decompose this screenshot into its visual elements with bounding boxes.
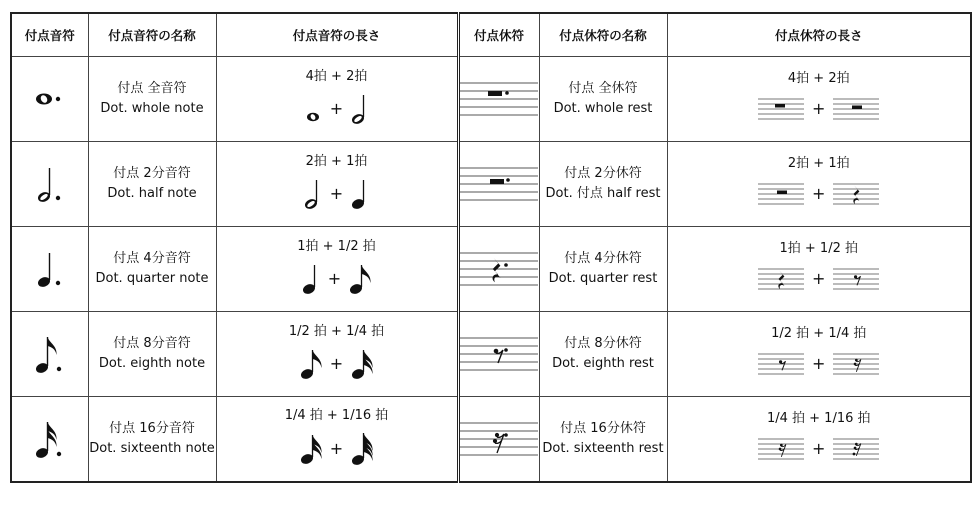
dotted-eighth-note-icon	[28, 331, 72, 377]
dotted-half-rest-length-cell	[667, 142, 971, 227]
dotted-whole-note-cell	[11, 57, 88, 142]
dotted-eighth-note-name-cell	[88, 312, 216, 397]
note-length: 4拍 + 2拍	[305, 68, 368, 84]
table-row	[11, 227, 971, 312]
dotted-sixteenth-note-icon	[28, 416, 72, 462]
eighth-note-icon	[300, 348, 322, 380]
plus-sign: +	[812, 268, 826, 288]
dotted-sixteenth-rest-icon	[460, 417, 538, 461]
dotted-quarter-rest-cell	[458, 227, 539, 312]
note-name-en: Dot. sixteenth note	[89, 441, 215, 456]
rest-name-en: Dot. eighth rest	[552, 356, 654, 371]
dotted-quarter-note-cell	[11, 227, 88, 312]
dotted-sixteenth-rest-name-cell	[539, 397, 667, 483]
sixty-fourth-note-icon	[351, 432, 373, 466]
dotted-whole-rest-cell	[458, 57, 539, 142]
plus-sign: +	[329, 98, 344, 118]
header-dotted-rest-name: 付点休符の名称	[539, 13, 667, 57]
note-combo	[302, 263, 371, 295]
whole-rest-icon	[758, 95, 804, 123]
sixteenth-rest-icon	[833, 350, 879, 378]
half-rest-icon	[758, 180, 804, 208]
table-row	[11, 57, 971, 142]
dotted-half-note-icon	[30, 162, 70, 206]
note-name-ja: 付点 4分音符	[113, 251, 191, 266]
dotted-half-note-name-cell	[88, 142, 216, 227]
rest-length: 1拍 + 1/2 拍	[779, 240, 858, 256]
plus-sign: +	[329, 439, 344, 458]
dotted-half-note-length-cell	[216, 142, 458, 227]
note-name-en: Dot. eighth note	[98, 356, 206, 371]
dotted-half-rest-name-cell	[539, 142, 667, 227]
rest-length: 1/2 拍 + 1/4 拍	[771, 325, 867, 341]
dotted-quarter-note-icon	[30, 247, 70, 291]
dotted-whole-note-icon	[30, 84, 70, 114]
note-length: 1/4 拍 + 1/16 拍	[284, 408, 389, 423]
plus-sign: +	[329, 183, 344, 203]
thirty-second-rest-icon	[833, 435, 879, 463]
plus-sign: +	[327, 268, 342, 288]
rest-length: 2拍 + 1拍	[787, 155, 850, 171]
dotted-eighth-note-cell	[11, 312, 88, 397]
quarter-note-icon	[351, 178, 369, 210]
rest-name-en: Dot. sixteenth rest	[542, 441, 664, 456]
dotted-sixteenth-rest-length-cell	[667, 397, 971, 483]
rest-length: 1/4 拍 + 1/16 拍	[766, 410, 871, 426]
table-row	[11, 312, 971, 397]
header-dotted-rest-length: 付点休符の長さ	[667, 13, 971, 57]
header-dotted-rest: 付点休符	[458, 13, 539, 57]
note-combo	[300, 432, 373, 466]
half-rest-icon	[833, 95, 879, 123]
plus-sign: +	[812, 353, 826, 373]
note-length: 1/2 拍 + 1/4 拍	[288, 323, 385, 339]
dotted-eighth-rest-length-cell	[667, 312, 971, 397]
half-note-icon	[304, 178, 322, 210]
dotted-eighth-rest-name-cell	[539, 312, 667, 397]
header-dotted-note-name: 付点音符の名称	[88, 13, 216, 57]
plus-sign: +	[812, 438, 826, 458]
rest-name-en: Dot. whole rest	[553, 101, 653, 116]
quarter-rest-icon	[758, 265, 804, 293]
note-name-ja: 付点 16分音符	[109, 421, 195, 436]
rest-name-ja: 付点 16分休符	[560, 421, 646, 436]
rest-name-ja: 付点 8分休符	[564, 336, 642, 351]
quarter-rest-icon	[833, 180, 879, 208]
rest-combo	[758, 180, 879, 208]
rest-name-en: Dot. 付点 half rest	[545, 186, 661, 201]
dotted-quarter-rest-icon	[460, 247, 538, 291]
eighth-rest-icon	[758, 350, 804, 378]
rest-length: 4拍 + 2拍	[787, 70, 850, 86]
dotted-whole-note-name-cell	[88, 57, 216, 142]
note-name-en: Dot. half note	[107, 186, 197, 201]
header-dotted-note: 付点音符	[11, 13, 88, 57]
dotted-quarter-rest-name-cell	[539, 227, 667, 312]
note-combo	[304, 93, 369, 125]
dotted-quarter-rest-length-cell	[667, 227, 971, 312]
note-length: 2拍 + 1拍	[305, 153, 368, 169]
dotted-notes-table	[10, 12, 972, 483]
note-combo	[300, 348, 373, 380]
rest-combo	[758, 350, 879, 378]
eighth-note-icon	[349, 263, 371, 295]
note-combo	[304, 178, 369, 210]
dotted-sixteenth-note-length-cell	[216, 397, 458, 483]
dotted-half-rest-cell	[458, 142, 539, 227]
note-name-ja: 付点 全音符	[117, 81, 187, 96]
dotted-sixteenth-note-name-cell	[88, 397, 216, 483]
note-name-ja: 付点 8分音符	[113, 336, 191, 351]
rest-combo	[758, 435, 879, 463]
sixteenth-note-icon	[351, 348, 373, 380]
eighth-rest-icon	[833, 265, 879, 293]
quarter-note-icon	[302, 263, 320, 295]
table-row	[11, 397, 971, 483]
header-row	[11, 13, 971, 57]
plus-sign: +	[812, 98, 826, 118]
dotted-sixteenth-rest-cell	[458, 397, 539, 483]
dotted-quarter-note-length-cell	[216, 227, 458, 312]
sixteenth-note-icon	[300, 433, 322, 465]
dotted-quarter-note-name-cell	[88, 227, 216, 312]
dotted-sixteenth-note-cell	[11, 397, 88, 483]
rest-name-en: Dot. quarter rest	[548, 271, 658, 286]
dotted-whole-rest-icon	[460, 77, 538, 121]
rest-name-ja: 付点 4分休符	[564, 251, 642, 266]
sixteenth-rest-icon	[758, 435, 804, 463]
header-dotted-note-length: 付点音符の長さ	[216, 13, 458, 57]
note-name-en: Dot. quarter note	[95, 271, 209, 286]
dotted-half-note-cell	[11, 142, 88, 227]
rest-combo	[758, 265, 879, 293]
rest-name-ja: 付点 全休符	[568, 81, 638, 96]
dotted-half-rest-icon	[460, 162, 538, 206]
dotted-whole-note-length-cell	[216, 57, 458, 142]
dotted-eighth-note-length-cell	[216, 312, 458, 397]
plus-sign: +	[329, 353, 344, 373]
whole-note-icon	[304, 93, 322, 125]
note-name-en: Dot. whole note	[100, 101, 204, 116]
dotted-eighth-rest-cell	[458, 312, 539, 397]
rest-name-ja: 付点 2分休符	[564, 166, 642, 181]
table-row	[11, 142, 971, 227]
dotted-whole-rest-length-cell	[667, 57, 971, 142]
note-length: 1拍 + 1/2 拍	[297, 238, 376, 254]
dotted-whole-rest-name-cell	[539, 57, 667, 142]
dotted-eighth-rest-icon	[460, 332, 538, 376]
rest-combo	[758, 95, 879, 123]
half-note-icon	[351, 93, 369, 125]
note-name-ja: 付点 2分音符	[113, 166, 191, 181]
plus-sign: +	[812, 183, 826, 203]
